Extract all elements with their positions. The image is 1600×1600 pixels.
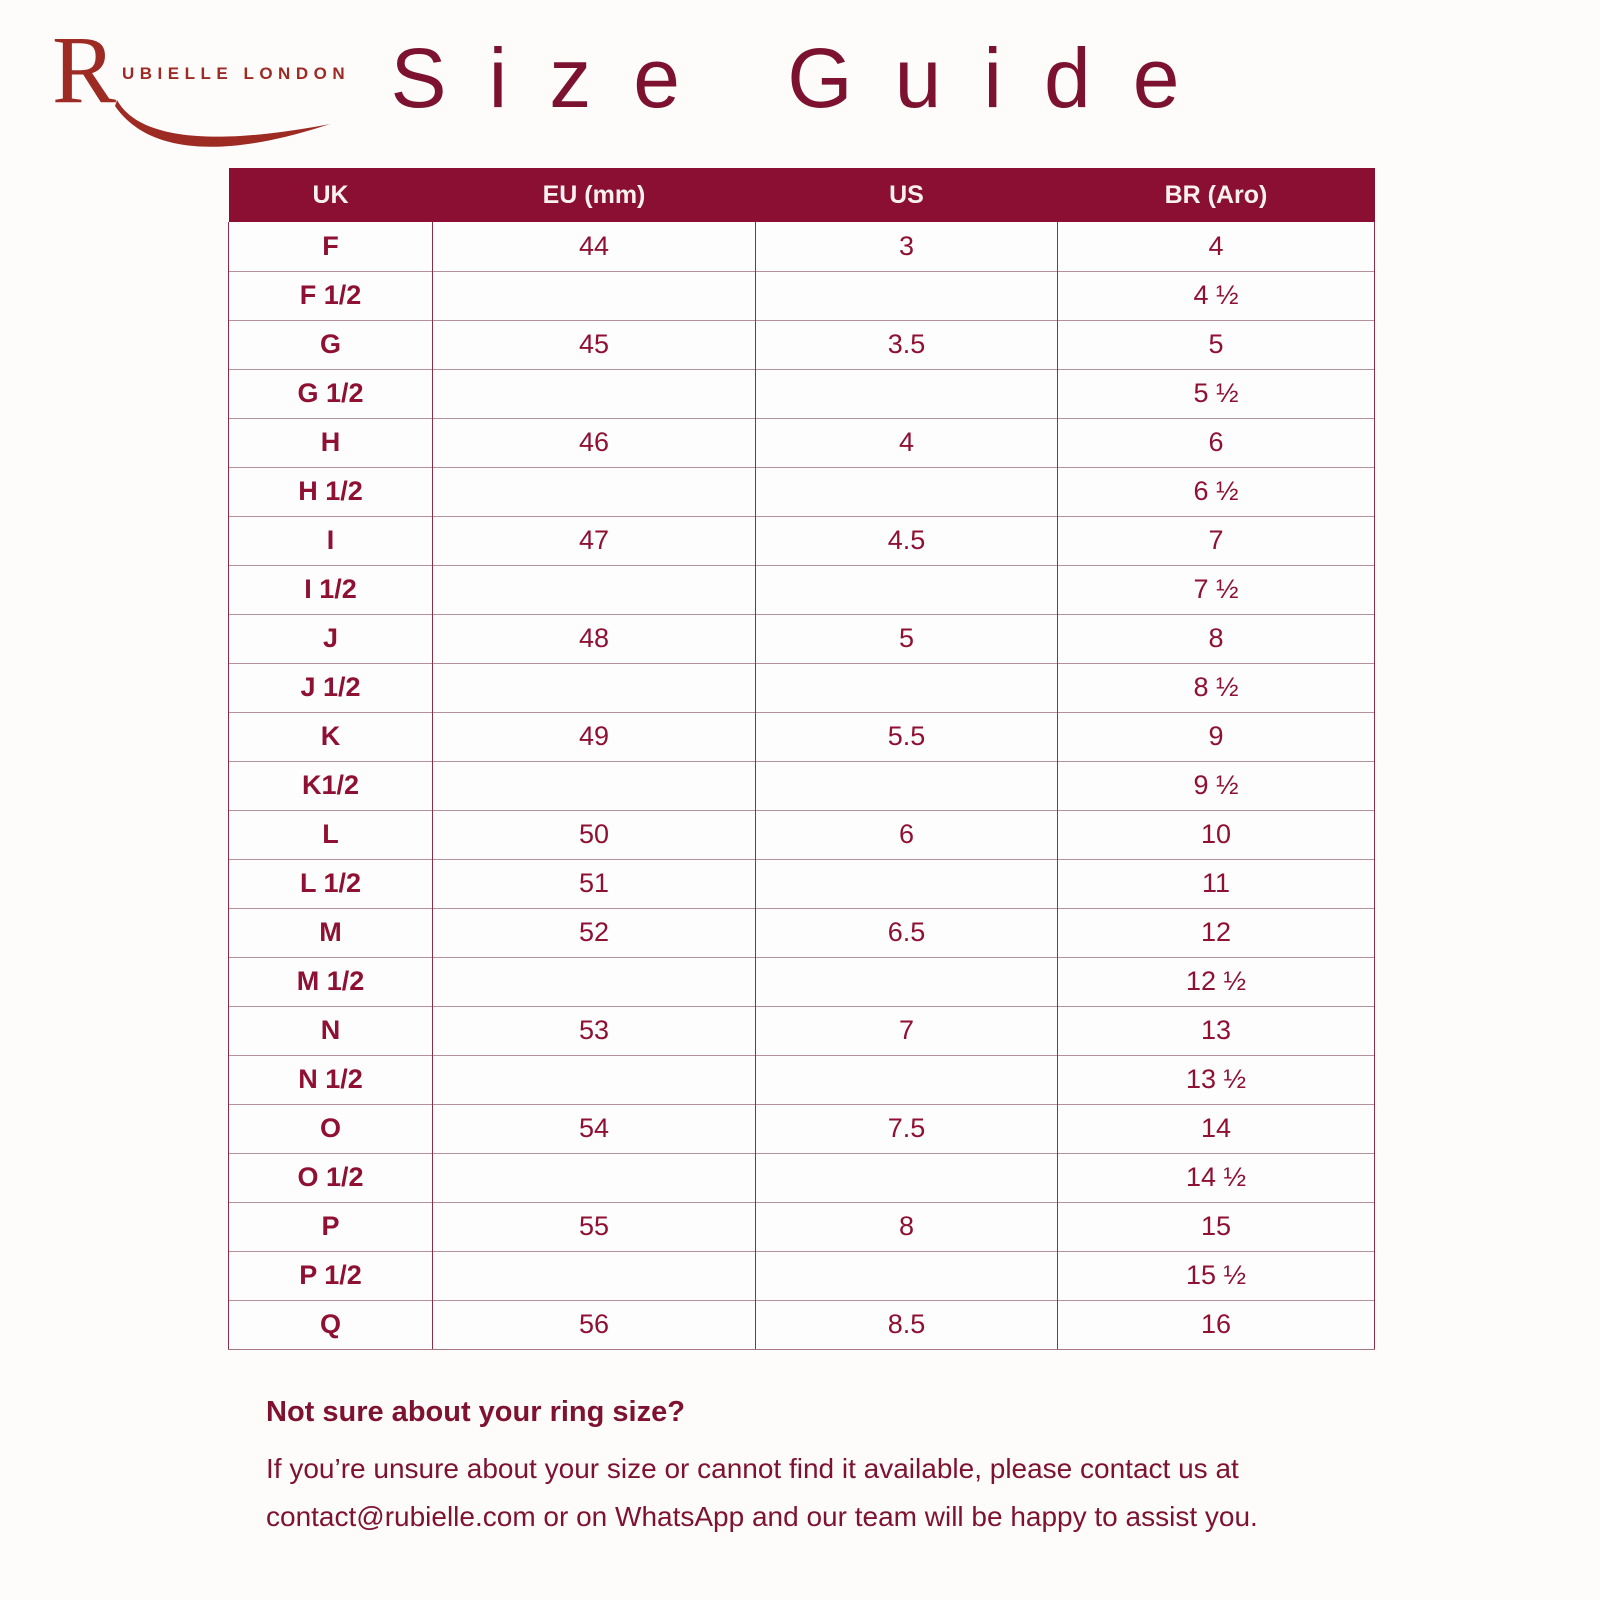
size-cell-uk: P 1/2	[229, 1251, 433, 1300]
size-cell-us	[756, 271, 1058, 320]
table-row	[229, 1202, 1375, 1251]
size-cell-us: 5	[756, 614, 1058, 663]
table-row	[229, 859, 1375, 908]
brand-swash-icon	[75, 28, 335, 158]
size-cell-br: 5	[1058, 320, 1375, 369]
size-cell-br: 7	[1058, 516, 1375, 565]
size-cell-uk: F 1/2	[229, 271, 433, 320]
size-cell-us	[756, 957, 1058, 1006]
size-cell-eu: 46	[433, 418, 756, 467]
table-row	[229, 712, 1375, 761]
size-cell-br: 13 ½	[1058, 1055, 1375, 1104]
size-cell-eu: 45	[433, 320, 756, 369]
size-cell-eu: 56	[433, 1300, 756, 1349]
size-table-body	[229, 222, 1375, 1349]
table-row	[229, 1006, 1375, 1055]
size-cell-us	[756, 565, 1058, 614]
size-cell-us	[756, 369, 1058, 418]
column-header-br: BR (Aro)	[1058, 168, 1375, 222]
size-cell-us: 6.5	[756, 908, 1058, 957]
footer-note	[266, 1396, 1346, 1541]
size-cell-br: 5 ½	[1058, 369, 1375, 418]
size-cell-us: 7	[756, 1006, 1058, 1055]
size-cell-us: 4	[756, 418, 1058, 467]
size-cell-uk: M	[229, 908, 433, 957]
size-cell-us: 5.5	[756, 712, 1058, 761]
size-cell-br: 10	[1058, 810, 1375, 859]
size-cell-us	[756, 1251, 1058, 1300]
size-cell-br: 9 ½	[1058, 761, 1375, 810]
size-table-header	[229, 168, 1375, 222]
table-row	[229, 957, 1375, 1006]
size-cell-br: 9	[1058, 712, 1375, 761]
size-cell-br: 8 ½	[1058, 663, 1375, 712]
size-cell-us	[756, 761, 1058, 810]
column-header-uk: UK	[229, 168, 433, 222]
size-cell-br: 16	[1058, 1300, 1375, 1349]
table-row	[229, 418, 1375, 467]
size-cell-eu	[433, 369, 756, 418]
table-row	[229, 663, 1375, 712]
size-cell-us: 6	[756, 810, 1058, 859]
table-row	[229, 565, 1375, 614]
size-cell-eu	[433, 1153, 756, 1202]
size-cell-uk: N 1/2	[229, 1055, 433, 1104]
size-cell-eu: 50	[433, 810, 756, 859]
size-cell-br: 11	[1058, 859, 1375, 908]
size-cell-us: 8.5	[756, 1300, 1058, 1349]
size-cell-uk: G 1/2	[229, 369, 433, 418]
table-row	[229, 1251, 1375, 1300]
footer-body-line-2: contact@rubielle.com or on WhatsApp and our team will be happy to assist you.	[266, 1501, 1258, 1532]
table-row	[229, 1055, 1375, 1104]
size-cell-us	[756, 663, 1058, 712]
table-row	[229, 1153, 1375, 1202]
size-cell-br: 14	[1058, 1104, 1375, 1153]
size-cell-eu: 48	[433, 614, 756, 663]
size-cell-br: 14 ½	[1058, 1153, 1375, 1202]
size-cell-uk: I	[229, 516, 433, 565]
table-row	[229, 761, 1375, 810]
size-cell-eu	[433, 1055, 756, 1104]
size-cell-uk: N	[229, 1006, 433, 1055]
size-cell-uk: K1/2	[229, 761, 433, 810]
size-cell-eu	[433, 663, 756, 712]
size-cell-us: 4.5	[756, 516, 1058, 565]
size-cell-us: 3.5	[756, 320, 1058, 369]
size-cell-br: 6 ½	[1058, 467, 1375, 516]
size-cell-br: 12 ½	[1058, 957, 1375, 1006]
table-row	[229, 467, 1375, 516]
size-cell-br: 8	[1058, 614, 1375, 663]
column-header-eu: EU (mm)	[433, 168, 756, 222]
size-cell-us: 7.5	[756, 1104, 1058, 1153]
size-cell-br: 15	[1058, 1202, 1375, 1251]
size-cell-br: 15 ½	[1058, 1251, 1375, 1300]
table-row	[229, 1104, 1375, 1153]
size-cell-eu	[433, 565, 756, 614]
size-cell-uk: J	[229, 614, 433, 663]
size-cell-br: 13	[1058, 1006, 1375, 1055]
brand-initial: R	[52, 16, 117, 123]
footer-heading: Not sure about your ring size?	[266, 1396, 685, 1428]
size-cell-eu: 44	[433, 222, 756, 271]
size-cell-uk: G	[229, 320, 433, 369]
size-cell-br: 4	[1058, 222, 1375, 271]
size-cell-uk: L 1/2	[229, 859, 433, 908]
table-row	[229, 369, 1375, 418]
size-cell-eu: 52	[433, 908, 756, 957]
size-cell-eu	[433, 957, 756, 1006]
size-cell-eu	[433, 1251, 756, 1300]
size-cell-eu: 51	[433, 859, 756, 908]
size-cell-uk: O	[229, 1104, 433, 1153]
size-cell-br: 4 ½	[1058, 271, 1375, 320]
size-cell-eu: 54	[433, 1104, 756, 1153]
size-cell-uk: K	[229, 712, 433, 761]
table-row	[229, 271, 1375, 320]
size-cell-uk: H 1/2	[229, 467, 433, 516]
size-cell-us: 3	[756, 222, 1058, 271]
column-header-us: US	[756, 168, 1058, 222]
table-row	[229, 614, 1375, 663]
size-cell-us: 8	[756, 1202, 1058, 1251]
size-cell-us	[756, 467, 1058, 516]
size-cell-eu	[433, 467, 756, 516]
size-cell-br: 7 ½	[1058, 565, 1375, 614]
size-cell-br: 6	[1058, 418, 1375, 467]
size-cell-uk: H	[229, 418, 433, 467]
size-guide-table	[228, 168, 1374, 1350]
table-row	[229, 320, 1375, 369]
size-cell-uk: O 1/2	[229, 1153, 433, 1202]
size-cell-uk: J 1/2	[229, 663, 433, 712]
size-cell-eu: 47	[433, 516, 756, 565]
size-cell-us	[756, 1055, 1058, 1104]
size-cell-br: 12	[1058, 908, 1375, 957]
size-cell-us	[756, 859, 1058, 908]
size-cell-eu	[433, 271, 756, 320]
size-cell-uk: P	[229, 1202, 433, 1251]
size-cell-us	[756, 1153, 1058, 1202]
size-cell-eu: 53	[433, 1006, 756, 1055]
table-row	[229, 1300, 1375, 1349]
brand-wordmark: UBIELLE LONDON	[122, 64, 351, 83]
size-cell-eu	[433, 761, 756, 810]
table-row	[229, 908, 1375, 957]
table-row	[229, 810, 1375, 859]
footer-body-line-1: If you’re unsure about your size or cannot find it available, please contact us at	[266, 1453, 1239, 1484]
size-cell-uk: M 1/2	[229, 957, 433, 1006]
size-cell-uk: Q	[229, 1300, 433, 1349]
size-cell-eu: 49	[433, 712, 756, 761]
size-cell-uk: L	[229, 810, 433, 859]
table-row	[229, 516, 1375, 565]
table-row	[229, 222, 1375, 271]
size-cell-uk: F	[229, 222, 433, 271]
size-cell-uk: I 1/2	[229, 565, 433, 614]
size-cell-eu: 55	[433, 1202, 756, 1251]
page-title: Size Guide	[390, 31, 1222, 125]
header-row	[229, 168, 1375, 222]
